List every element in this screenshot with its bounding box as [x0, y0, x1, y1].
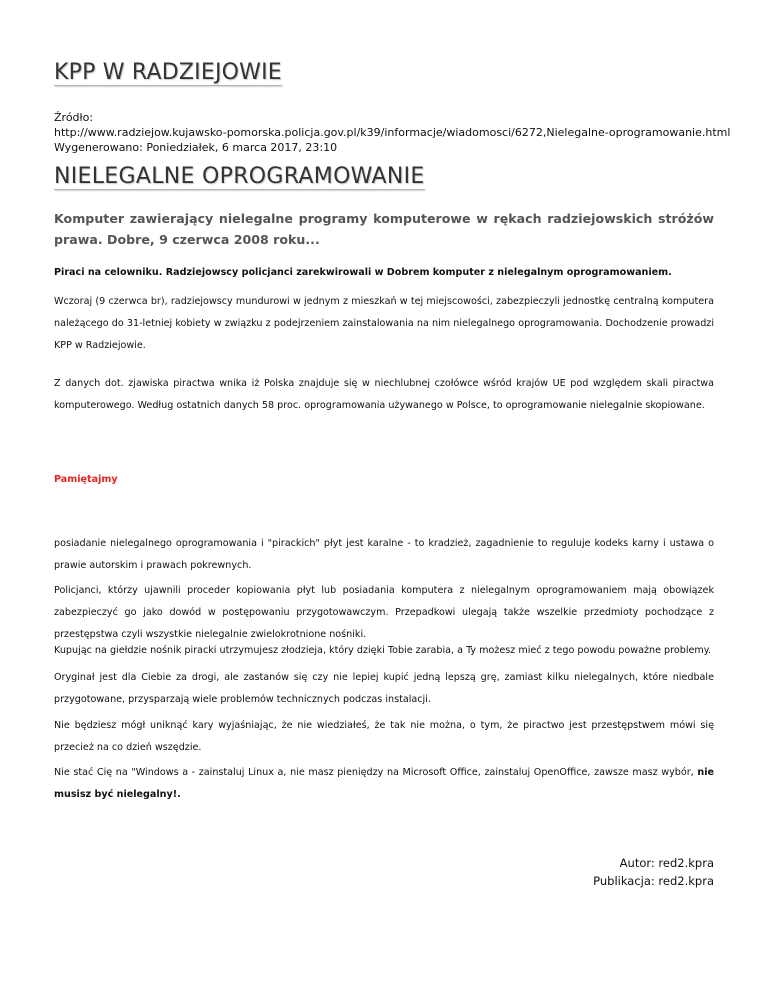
site-title: KPP W RADZIEJOWIE: [54, 60, 282, 85]
article-footer: [414, 854, 714, 890]
paragraph-1: Wczoraj (9 czerwca br), radziejowscy mundurowi w jednym z mieszkań w tej miejscowości, zabezpieczyli jednostkę centralną komputera należącego do 31-letniej kobiety w związku z podejrzeniem zainstalowania na nim nielegalnego oprogramowania. Dochodzenie prowadzi KPP w Radziejowie.: [54, 296, 714, 351]
article-title: NIELEGALNE OPROGRAMOWANIE: [54, 164, 425, 189]
paragraph-7: Nie będziesz mógł uniknąć kary wyjaśniając, że nie wiedziałeś, że tak nie można, o tym, że piractwo jest przestępstwem mówi się przecież na co dzień wszędzie.: [54, 720, 714, 753]
generated-date: Wygenerowano: Poniedziałek, 6 marca 2017, 23:10: [54, 141, 338, 154]
paragraph-8: [54, 762, 714, 806]
paragraph-8-text: Nie stać Cię na "Windows a - zainstaluj Linux a, nie masz pieniędzy na Microsoft Office, zainstaluj OpenOffice, zawsze masz wybór,: [54, 767, 698, 778]
remember-heading: Pamiętajmy: [54, 474, 118, 485]
intro-paragraph: Piraci na celowniku. Radziejowscy policjanci zarekwirowali w Dobrem komputer z nielegalnym oprogramowaniem.: [54, 267, 672, 278]
source-label: Źródło:: [54, 111, 94, 124]
publication-line: Publikacja: red2.kpra: [593, 874, 714, 888]
paragraph-3: posiadanie nielegalnego oprogramowania i "pirackich" płyt jest karalne - to kradzież, zagadnienie to reguluje kodeks karny i ustawa o prawie autorskim i prawach pokrewnych.: [54, 538, 714, 571]
paragraph-2: Z danych dot. zjawiska piractwa wnika iż Polska znajduje się w niechlubnej czołówce wśród krajów UE pod względem skali piractwa komputerowego. Według ostatnich danych 58 proc. oprogramowania używanego w Polsce, to oprogramowanie nielegalnie skopiowane.: [54, 378, 714, 411]
article-lead: Komputer zawierający nielegalne programy komputerowe w rękach radziejowskich stróżów prawa. Dobre, 9 czerwca 2008 roku...: [54, 211, 714, 247]
paragraph-5: Kupując na giełdzie nośnik piracki utrzymujesz złodzieja, który dzięki Tobie zarabia, a Ty możesz mieć z tego powodu poważne problemy.: [54, 645, 712, 656]
author-line: Autor: red2.kpra: [619, 856, 714, 870]
document-meta: [54, 110, 730, 155]
paragraph-8-emphasis: nie musisz być nielegalny!.: [54, 767, 714, 800]
paragraph-4: Policjanci, którzy ujawnili proceder kopiowania płyt lub posiadania komputera z nielegalnym oprogramowaniem mają obowiązek zabezpieczyć go jako dowód w postępowaniu przygotowawczym. Przepadkowi ulegają także wszelkie przedmioty pochodzące z przestępstwa czyli wszystkie nielegalnie zwielokrotnione nośniki.: [54, 585, 714, 640]
paragraph-6: Oryginał jest dla Ciebie za drogi, ale zastanów się czy nie lepiej kupić jedną lepszą grę, zamiast kilku nielegalnych, które niedbale przygotowane, przysparzają wiele problemów technicznych podczas instalacji.: [54, 672, 714, 705]
source-url: http://www.radziejow.kujawsko-pomorska.policja.gov.pl/k39/informacje/wiadomosci/6272,Nielegalne-oprogramowanie.html: [54, 126, 731, 139]
